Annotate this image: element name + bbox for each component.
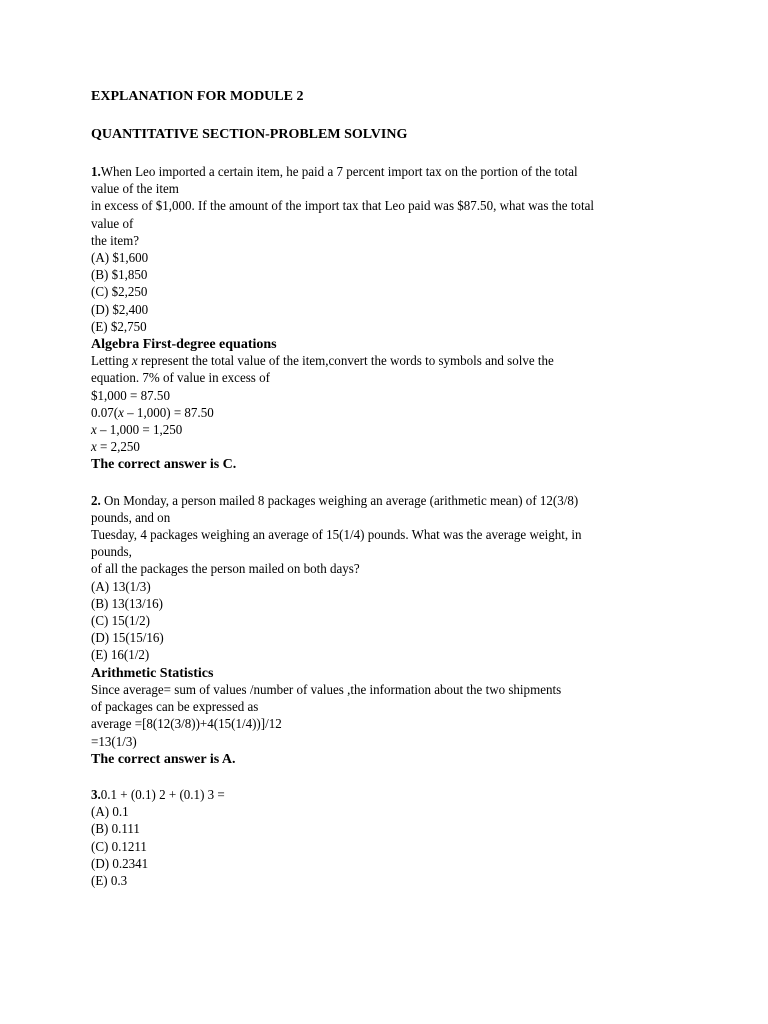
correct-answer: The correct answer is A. (91, 751, 236, 767)
answer-option: (A) 0.1 (91, 805, 129, 821)
equation-text: = 2,250 (96, 440, 140, 456)
question-3 (91, 787, 691, 890)
variable: x (131, 354, 138, 370)
explanation-text: equation. 7% of value in excess of (91, 371, 270, 387)
answer-option: (D) $2,400 (91, 302, 149, 318)
question-text-line: Tuesday, 4 packages weighing an average of 15(1/4) pounds. What was the average weight, in (91, 528, 582, 544)
equation-text: – 1,000) = 87.50 (123, 405, 214, 421)
equation-text: – 1,000 = 1,250 (96, 423, 183, 439)
answer-option: (D) 0.2341 (91, 856, 149, 872)
document-page (91, 88, 691, 890)
explanation-text: of packages can be expressed as (91, 700, 259, 716)
topic-heading: Algebra First-degree equations (91, 337, 277, 353)
question-2 (91, 493, 691, 768)
explanation-text: Letting (91, 354, 132, 370)
answer-option: (A) $1,600 (91, 251, 149, 267)
equation-line: =13(1/3) (91, 734, 137, 750)
explanation-text: represent the total value of the item,convert the words to symbols and solve the (137, 354, 554, 370)
answer-option: (E) $2,750 (91, 319, 147, 335)
document-title: EXPLANATION FOR MODULE 2 (91, 89, 304, 104)
question-number: 3. (91, 787, 101, 803)
answer-option: (E) 0.3 (91, 873, 128, 889)
answer-option: (C) 0.1211 (91, 839, 147, 855)
question-number: 1. (91, 165, 101, 180)
section-title: QUANTITATIVE SECTION-PROBLEM SOLVING (91, 127, 408, 142)
question-text-line: value of (91, 216, 134, 232)
answer-option: (B) $1,850 (91, 268, 148, 284)
answer-option: (E) 16(1/2) (91, 648, 150, 664)
equation-line: $1,000 = 87.50 (91, 388, 170, 404)
question-text-line: pounds, and on (91, 510, 171, 526)
explanation-text: Since average= sum of values /number of values ,the information about the two shipments (91, 682, 562, 698)
question-text-line: in excess of $1,000. If the amount of the import tax that Leo paid was $87.50, what was the total (91, 199, 594, 215)
equation-text: 0.07( (91, 405, 119, 421)
answer-option: (B) 0.111 (91, 822, 140, 838)
question-text-line: On Monday, a person mailed 8 packages weighing an average (arithmetic mean) of 12(3/8) (100, 493, 579, 509)
question-text-line: the item? (91, 233, 140, 249)
equation-line: average =[8(12(3/8))+4(15(1/4))]/12 (91, 717, 282, 733)
variable: x (118, 405, 124, 421)
question-1 (91, 164, 691, 474)
answer-option: (C) 15(1/2) (91, 614, 150, 630)
question-text-line: 0.1 + (0.1) 2 + (0.1) 3 = (100, 787, 225, 803)
answer-option: (C) $2,250 (91, 285, 148, 301)
question-text-line: When Leo imported a certain item, he paid a 7 percent import tax on the portion of the total (100, 165, 578, 180)
question-text-line: of all the packages the person mailed on both days? (91, 562, 360, 578)
answer-option: (B) 13(13/16) (91, 596, 163, 612)
question-text-line: value of the item (91, 182, 179, 198)
question-text-line: pounds, (91, 545, 132, 561)
topic-heading: Arithmetic Statistics (91, 665, 214, 681)
answer-option: (A) 13(1/3) (91, 579, 151, 595)
answer-option: (D) 15(15/16) (91, 631, 164, 647)
variable: x (91, 440, 97, 456)
correct-answer: The correct answer is C. (91, 457, 237, 473)
variable: x (91, 423, 97, 439)
question-number: 2. (91, 493, 101, 509)
